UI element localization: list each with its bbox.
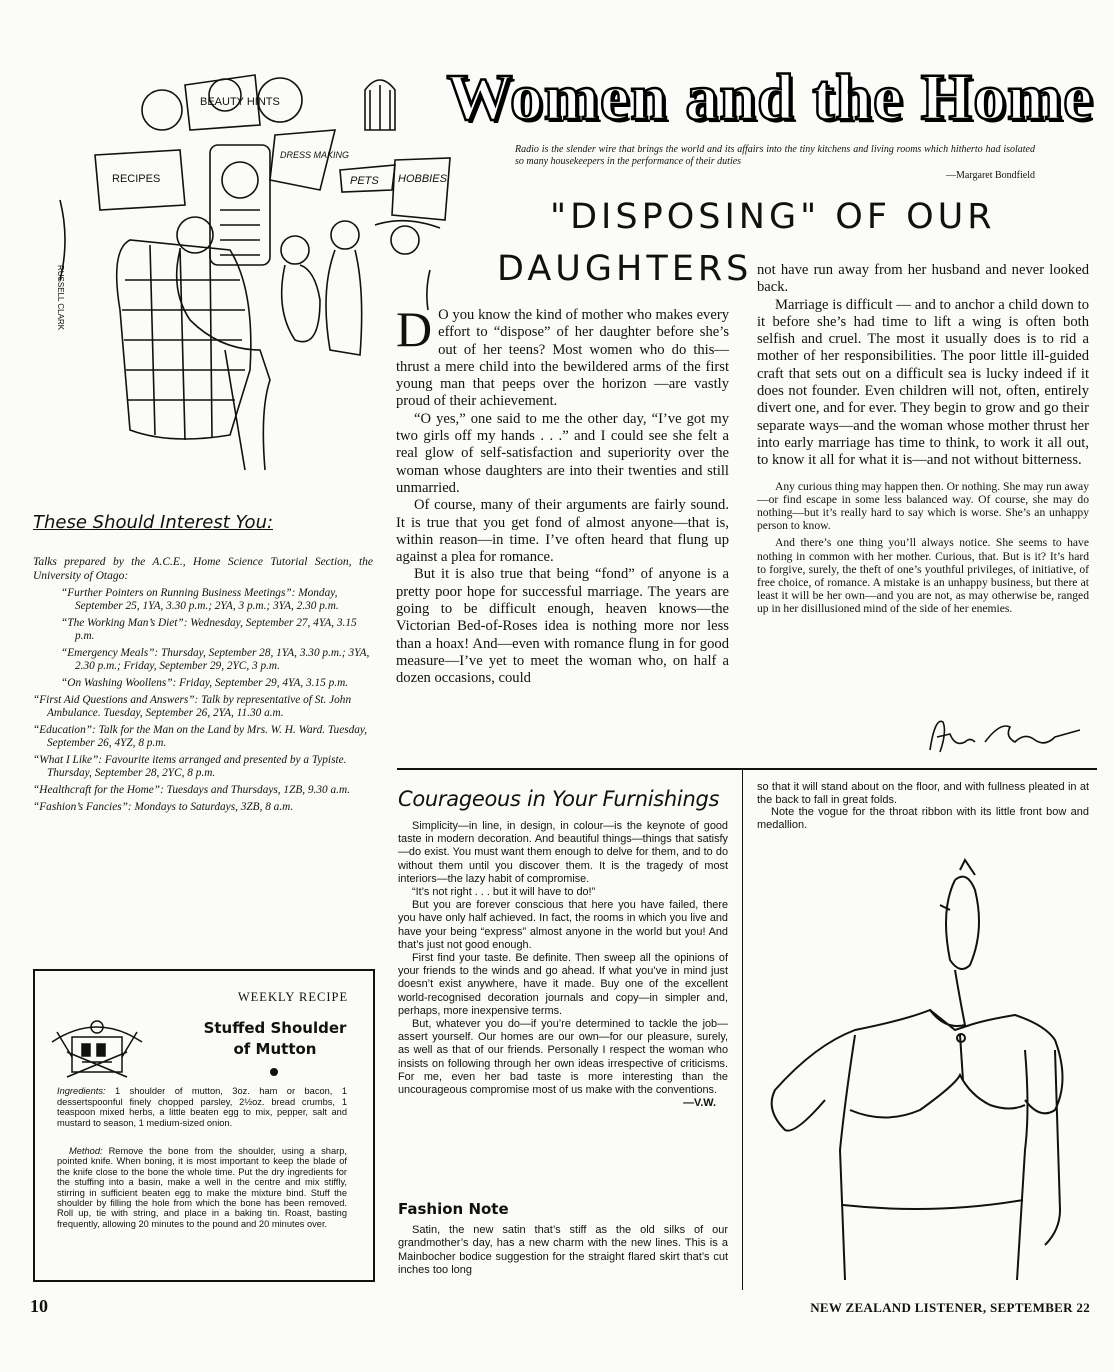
quote-attribution: —Margaret Bondfield	[946, 170, 1035, 181]
article-paragraph: “O yes,” one said to me the other day, “I’ve got my two girls off my hands . . .” and I could see she felt a real glow of self-satisfaction and superiority over the woman whose daughters are into their twenties and still unmarried.	[396, 410, 729, 496]
furnishings-paragraph: Simplicity—in line, in design, in colour—is the keynote of good taste in modern decoration. And beautiful things—things that satisfy—do exist. You must want them enough to delve for them, and to do without them until you discover them. It is the tragedy of most interiors—the lazy habit of compromise.	[398, 820, 728, 885]
recipes-label: RECIPES	[112, 173, 161, 185]
page-number: 10	[30, 1296, 48, 1316]
article-column-middle	[396, 301, 729, 688]
method-label: Method:	[69, 1146, 103, 1156]
talk-item: “Emergency Meals”: Thursday, September 28, 1YA, 3.30 p.m.; 3YA, 2.30 p.m.; Friday, September 29, 2YC, 3 p.m.	[61, 647, 370, 672]
author-signature	[925, 712, 1085, 762]
recipe-label: WEEKLY RECIPE	[237, 990, 349, 1004]
article-paragraph: Of course, many of their arguments are fairly sound. It is true that you get fond of almost anyone—that is, within reason—in time. I’ve often heard that flung up against a plea for romance.	[396, 497, 729, 566]
article-paragraph: not have run away from her husband and never looked back.	[757, 262, 1089, 296]
talk-item: “On Washing Woollens”: Friday, September 29, 4YA, 3.15 p.m.	[61, 677, 349, 689]
section-title: Women and the Home	[446, 61, 1094, 134]
artist-signature: RUSSELL CLARK	[56, 265, 65, 331]
mother-figure	[177, 217, 213, 253]
ingredients-text: 1 shoulder of mutton, 3oz. ham or bacon, 1 dessertspoonful finely chopped parsley, 2½oz. bread crumbs, 1 teaspoon mixed herbs, a little beaten egg to mix, pepper, salt and mustard to season, 1 medium-sized onion.	[57, 1086, 347, 1128]
publication-footer: NEW ZEALAND LISTENER, SEPTEMBER 22	[810, 1300, 1090, 1315]
article-headline-line2: DAUGHTERS	[497, 249, 753, 289]
fashion-heading: Fashion Note	[398, 1200, 509, 1218]
pets-label: PETS	[350, 175, 379, 187]
talk-item: “Further Pointers on Running Business Meetings”: Monday, September 25, 1YA, 3.30 p.m.; 2YA, 3 p.m.; 3YA, 2.30 p.m.	[61, 587, 339, 612]
method-text: Remove the bone from the shoulder, using a sharp, pointed knife. When boning, it is most important to keep the blade of the knife close to the bone the whole time. Put the dry ingredients for the stuffing into a basin, make a well in the centre and mix stiffly, stirring in sufficient beaten egg to make the mixture bind. Stuff the shoulder by filling the hole from which the bone has been removed. Roll up, tie with string, and place in a baking tin. Roast, basting frequently, allowing 20 minutes to the pound and 20 minutes over.	[57, 1146, 347, 1229]
talk-item: “Fashion’s Fancies”: Mondays to Saturdays, 3ZB, 8 a.m.	[33, 801, 294, 813]
head-outline	[946, 877, 979, 969]
talk-item: “First Aid Questions and Answers”: Talk by representative of St. John Ambulance. Tuesday, September 26, 2YA, 11.30 a.m.	[33, 694, 352, 719]
article-headline-line1: "DISPOSING" OF OUR	[550, 197, 996, 237]
drop-cap: D	[396, 301, 433, 357]
article-paragraph: Any curious thing may happen then. Or nothing. She may run away—or find escape in some less balanced way. Of course, she may do nothing—but it’s really hard to say which is worse. She’s an unhappy person to know.	[757, 479, 1089, 533]
article-paragraph: And there’s one thing you’ll always notice. She seems to have nothing in common with her mother. Curious, that. But is it? It’s hard to forgive, surely, the theft of one’s youthful privileges, of initiative, of free choice, of romance. A mistake is an unhappy business, but there at least it will be her own—and you are not, as may otherwise be, ranged up in her disillusioned mind of the side of her enemies.	[757, 536, 1089, 616]
furnishings-paragraph: “It’s not right . . . but it will have to do!”	[412, 886, 596, 899]
talk-item: “What I Like”: Favourite items arranged and presented by a Typiste. Thursday, September 28, 2YC, 8 p.m.	[33, 754, 347, 779]
kitchen-utensils-icon	[42, 1012, 152, 1082]
radio-set	[210, 145, 270, 265]
recipe-ingredients	[57, 1086, 347, 1128]
talks-list	[33, 587, 375, 818]
horizontal-rule	[397, 768, 1097, 770]
dress-making-sign	[270, 130, 335, 190]
ingredients-label: Ingredients:	[57, 1086, 106, 1096]
masthead-quote: Radio is the slender wire that brings the world and its affairs into the tiny kitchens and living rooms which hitherto had isolated so many housekeepers in the performance of their duties	[515, 144, 1035, 167]
furnishings-paragraph: But, whatever you do—if you’re determined to tackle the job—assert yourself. Our homes are our own—for our pleasure, surely, as well as that of our friends. Personally I respect the woman who insists on following through her own ideas irrespective of criticisms. For me, even her bad taste is more interesting than the uncourageous compromise most of us make with the conventions.	[398, 1018, 728, 1097]
interest-intro: Talks prepared by the A.C.E., Home Science Tutorial Section, the University of Otago:	[33, 556, 373, 582]
furnishings-paragraph: First find your taste. Be definite. Then sweep all the opinions of your friends to the winds and go ahead. If what you’ve in mind just doesn’t exist anywhere, have it made. Buy one of the excellent world-recognised decoration journals and copy—in simpler and, perhaps, more inexpensive terms.	[398, 952, 728, 1017]
article-text: O you know the kind of mother who makes every effort to “dispose” of her daughter before she’s out of her teens? Most women who do this—thrust a mere child into the bewildered arms of the first young man that peeps over the horizon —are vastly proud of their achievement.	[396, 307, 729, 410]
fashion-paragraph: Satin, the new satin that’s stiff as the old silks of our grandmother’s day, has a new charm with the new lines. This is a Mainbocher bodice suggestion for the straight flared skirt that’s cut inches too long	[398, 1224, 728, 1277]
article-paragraph	[396, 301, 729, 411]
fashion-continuation	[757, 781, 1089, 831]
dress-sketch-illustration	[755, 850, 1095, 1280]
hobbies-label: HOBBIES	[398, 173, 447, 185]
recipe-method	[57, 1146, 347, 1229]
furnishings-paragraph: But you are forever conscious that here you have failed, there you have only half achieved. In fact, the rooms in which you live and have your being “express” almost anyone in the world but you! And that’s just not good enough.	[398, 899, 728, 951]
article-paragraph: But it is also true that being “fond” of anyone is a pretty poor hope for successful marriage. The years are going to be difficult enough, heaven knows—the Victorian Bed-of-Roses idea is nothing more nor less than a hoax! And—even with romance flung in for good measure—I’ve yet to meet the woman who, on half a dozen occasions, could	[396, 566, 729, 687]
furnishings-signature: —V.W.	[683, 1097, 716, 1110]
bullet-dot	[270, 1068, 278, 1076]
dress-making-label: DRESS MAKING	[280, 150, 350, 160]
beauty-hints-label: BEAUTY HINTS	[200, 96, 280, 108]
talk-item: “The Working Man’s Diet”: Wednesday, September 27, 4YA, 3.15 p.m.	[61, 617, 357, 642]
vertical-rule	[742, 770, 743, 1290]
talk-item: “Healthcraft for the Home”: Tuesdays and Thursdays, 1ZB, 9.30 a.m.	[33, 784, 350, 796]
article-paragraph: Marriage is difficult — and to anchor a child down to it before she’s had time to lift a wing is often both selfish and cruel. The most it usually does is to rid a mother of her responsibilities. The poor little ill-guided craft that sets out on a difficult sea is lucky indeed if it does not founder. Even children will not, often, entirely divert one, and for ever. They begin to grow and go their separate ways—and the woman whose mother thrust her into early marriage has time to think, to work it all out, to know it all for what it is—and not without bitterness.	[757, 296, 1089, 469]
interest-heading: These Should Interest You:	[33, 512, 274, 533]
fashion-paragraph: so that it will stand about on the floor, and with fullness pleated in at the back to fall in great folds.	[757, 781, 1089, 806]
furnishings-body	[398, 820, 728, 1110]
talk-item: “Education”: Talk for the Man on the Land by Mrs. W. H. Ward. Tuesday, September 26, 4YZ, 8 p.m.	[33, 724, 368, 749]
fashion-paragraph: Note the vogue for the throat ribbon with its little front bow and medallion.	[757, 806, 1089, 831]
article-column-right	[757, 262, 1089, 616]
furnishings-heading: Courageous in Your Furnishings	[398, 787, 720, 811]
recipe-title: Stuffed Shoulder of Mutton	[203, 1019, 347, 1058]
